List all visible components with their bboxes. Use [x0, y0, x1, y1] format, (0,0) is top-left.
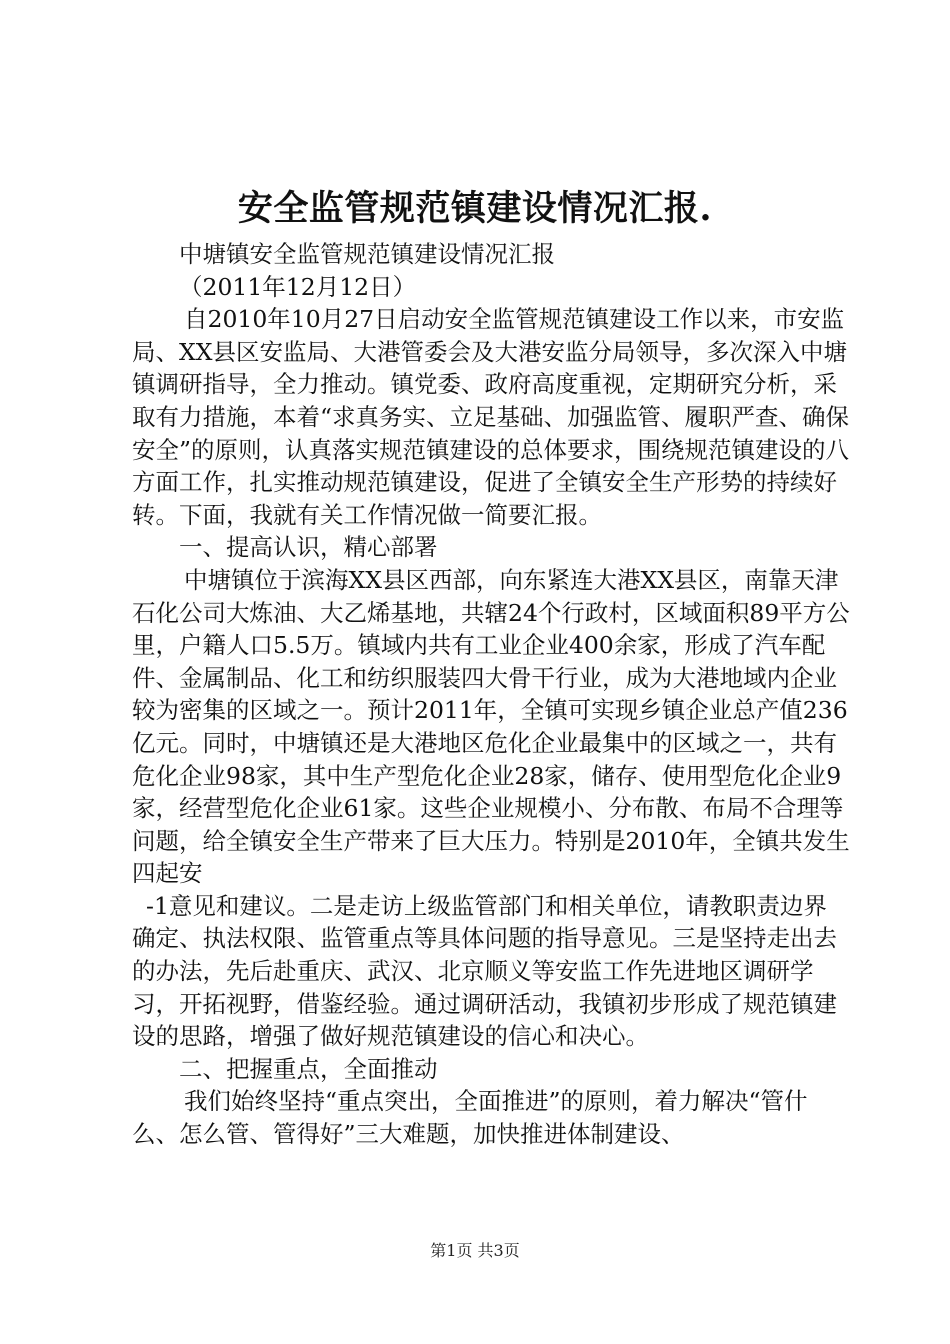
paragraph-principles: 我们始终坚持“重点突出，全面推进”的原则，着力解决“管什么、怎么管、管得好”三大难题，加快推进体制建设、: [132, 1087, 808, 1149]
document-title: 安全监管规范镇建设情况汇报.: [237, 188, 713, 229]
document-body: [132, 238, 850, 1151]
section-heading-2: 二、把握重点，全面推动: [179, 1054, 438, 1083]
paragraph-town-overview: 中塘镇位于滨海XX县区西部，向东紧连大港XX县区，南靠天津石化公司大炼油、大乙烯基地，共辖24个行政村，区域面积89平方公里，户籍人口5.5万。镇域内共有工业企业400余家，形成了汽车配件、金属制品、化工和纺织服装四大骨干行业，成为大港地域内企业较为密集的区域之一。预计2011年，全镇可实现乡镇企业总产值236亿元。同时，中塘镇还是大港地区危化企业最集中的区域之一，共有危化企业98家，其中生产型危化企业28家，储存、使用型危化企业9家，经营型危化企业61家。这些企业规模小、分布散、布局不合理等问题，给全镇安全生产带来了巨大压力。特别是2010年，全镇共发生四起安: [132, 565, 850, 888]
report-heading: 中塘镇安全监管规范镇建设情况汇报: [179, 240, 555, 268]
page-number-footer: 第1页 共3页: [430, 1241, 520, 1260]
paragraph-intro: 自2010年10月27日启动安全监管规范镇建设工作以来，市安监局、XX县区安监局、大港管委会及大港安监分局领导，多次深入中塘镇调研指导，全力推动。镇党委、政府高度重视，定期研究分析，采取有力措施，本着“求真务实、立足基础、加强监管、履职严查、确保安全”的原则，认真落实规范镇建设的总体要求，围绕规范镇建设的八方面工作，扎实推动规范镇建设，促进了全镇安全生产形势的持续好转。下面，我就有关工作情况做一简要汇报。: [132, 305, 850, 529]
section-heading-1: 一、提高认识，精心部署: [179, 533, 438, 562]
paragraph-research: -1意见和建议。二是走访上级监管部门和相关单位，请教职责边界确定、执法权限、监管重点等具体问题的指导意见。三是坚持走出去的办法，先后赴重庆、武汉、北京顺义等安监工作先进地区调研学习，开拓视野，借鉴经验。通过调研活动，我镇初步形成了规范镇建设的思路，增强了做好规范镇建设的信心和决心。: [132, 891, 837, 1051]
report-date: （2011年12月12日）: [179, 272, 417, 301]
